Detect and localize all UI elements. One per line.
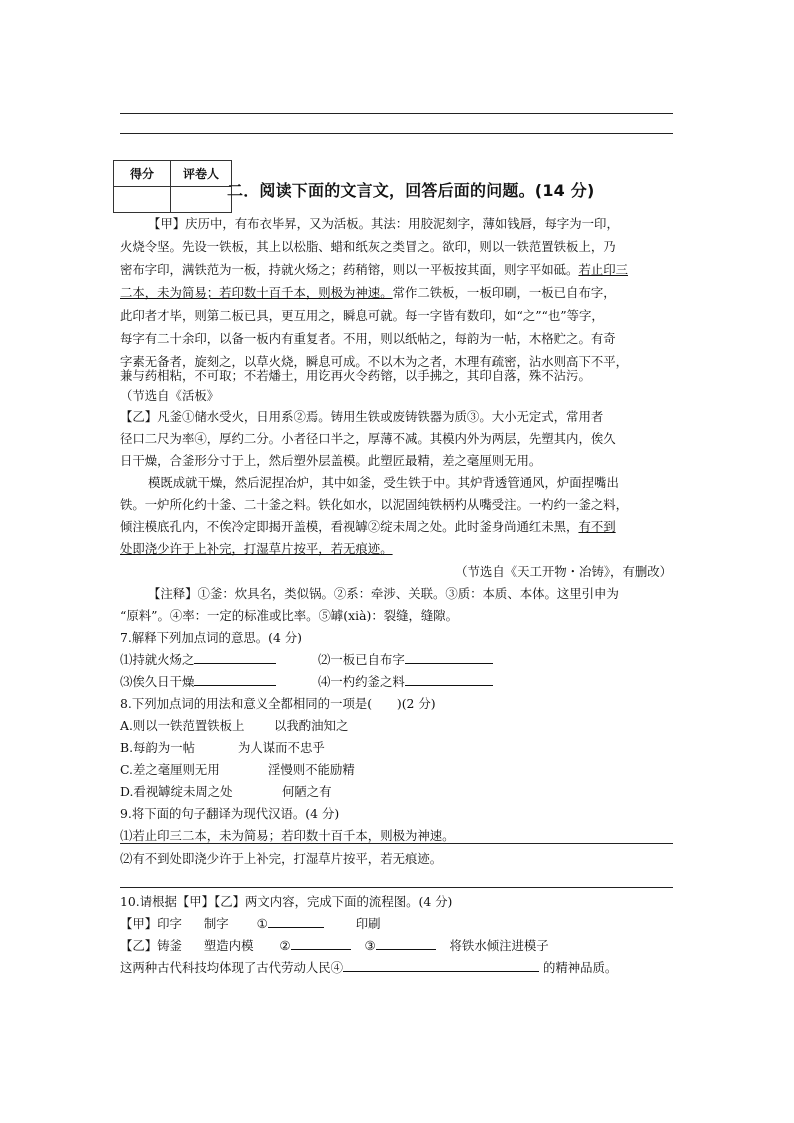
passage-yi-line: 【乙】凡釜①储水受火，日用系②焉。铸用生铁或废铸铁器为质③。大小无定式，常用者 bbox=[120, 409, 604, 424]
q8-option-c[interactable]: C.差之毫厘则无用 bbox=[120, 762, 220, 777]
section-title: 二．阅读下面的文言文，回答后面的问题。(14 分) bbox=[227, 181, 595, 200]
q7-item-b bbox=[318, 651, 493, 669]
passage-jia-line: 【甲】庆历中，有布衣毕昇，又为活板。其法：用胶泥刻字，薄如钱唇，每字为一印， bbox=[148, 216, 619, 231]
q9-answer-line-2[interactable] bbox=[120, 887, 673, 888]
flow-jia-blank-marker: ① bbox=[256, 916, 268, 931]
passage-jia-line: 字素无备者，旋刻之，以草火烧，瞬息可成。不以木为之者，木理有疏密，沾水则高下不平， bbox=[120, 354, 629, 369]
q8-option-a-compare: 以我酌油知之 bbox=[274, 718, 349, 733]
q7-answer-d[interactable] bbox=[405, 673, 493, 686]
q7-answer-b[interactable] bbox=[405, 651, 493, 664]
q7-answer-c[interactable] bbox=[194, 673, 276, 686]
q7-item-d-label: ⑷一杓约釜之料 bbox=[318, 674, 405, 689]
flow-jia-step-2: 制字 bbox=[203, 916, 229, 931]
passage-yi-source: （节选自《天工开物・冶铸》，有删改） bbox=[455, 564, 672, 579]
q7-answer-a[interactable] bbox=[194, 651, 276, 664]
q10-flow-jia bbox=[120, 915, 380, 933]
flow-yi-step-1: 【乙】铸釜 bbox=[120, 938, 182, 953]
flow-yi-blank-3[interactable] bbox=[376, 937, 436, 950]
flow-yi-blank-marker-3: ③ bbox=[364, 938, 376, 953]
q8-option-a[interactable]: A.则以一铁范置铁板上 bbox=[120, 718, 245, 733]
passage-jia-source: （节选自《活板》 bbox=[120, 388, 220, 403]
passage-yi-line bbox=[120, 518, 616, 536]
q8-option-b-compare: 为人谋而不忠乎 bbox=[238, 740, 325, 755]
q9-stem: 9.将下面的句子翻译为现代汉语。(4 分) bbox=[120, 806, 340, 821]
q8-option-b[interactable]: B.每韵为一帖 bbox=[120, 740, 195, 755]
q7-stem: 7.解释下列加点词的意思。(4 分) bbox=[120, 630, 302, 645]
translation-target-sentence: 有不到 bbox=[578, 519, 616, 534]
passage-yi-line bbox=[120, 540, 393, 558]
q9-answer-line-1[interactable] bbox=[120, 843, 673, 844]
q9-sentence-2: ⑵有不到处即浇少许于上补完，打湿草片按平，若无痕迹。 bbox=[120, 851, 443, 866]
passage-yi-line: 铁。一炉所化约十釜、二十釜之料。铁化如水，以泥固纯铁柄杓从嘴受注。一杓约一釜之料， bbox=[120, 497, 629, 512]
q7-item-c bbox=[120, 673, 276, 691]
passage-yi-text: 倾注模底孔内，不俟冷定即揭开盖模，看视罅②绽未周之处。此时釜身尚通红未黑， bbox=[120, 519, 579, 534]
translation-target-sentence: 若止印三 bbox=[578, 262, 629, 277]
grader-cell[interactable] bbox=[171, 187, 232, 213]
grader-label: 评卷人 bbox=[171, 161, 232, 187]
q10-conclusion-text: 这两种古代科技均体现了古代劳动人民④ bbox=[120, 960, 344, 975]
passage-jia-text: 常作二铁板，一板印刷，一板已自布字， bbox=[392, 285, 616, 300]
q10-answer-4[interactable] bbox=[343, 959, 539, 972]
notes-line: “原料”。④率：一定的标准或比率。⑤罅(xià)：裂缝，缝隙。 bbox=[120, 608, 459, 623]
q8-stem: 8.下列加点词的用法和意义全都相同的一项是( )(2 分) bbox=[120, 696, 436, 711]
q10-conclusion-end: 的精神品质。 bbox=[542, 960, 618, 975]
flow-jia-blank-1[interactable] bbox=[268, 915, 324, 928]
q7-item-d bbox=[318, 673, 493, 691]
q10-flow-yi bbox=[120, 937, 549, 955]
passage-jia-line: 每字有二十余印，以备一板内有重复者。不用，则以纸帖之，每韵为一帖，木格贮之。有奇 bbox=[120, 331, 616, 346]
translation-target-sentence: 处即浇少许于上补完，打湿草片按平，若无痕迹。 bbox=[120, 541, 393, 556]
q10-stem: 10.请根据【甲】【乙】两文内容，完成下面的流程图。(4 分) bbox=[120, 894, 453, 909]
passage-yi-line: 日干燥，合釜形分寸于上，然后塑外层盖模。此塑匠最精，差之毫厘则无用。 bbox=[120, 453, 542, 468]
header-rule-bottom bbox=[120, 133, 673, 134]
flow-yi-step-5: 将铁水倾注进模子 bbox=[449, 938, 549, 953]
flow-yi-step-2: 塑造内模 bbox=[203, 938, 254, 953]
passage-yi-line: 模既成就干燥，然后泥捏冶炉，其中如釜，受生铁于中。其炉背透管通风，炉面捏嘴出 bbox=[148, 475, 619, 490]
q7-item-b-label: ⑵一板已自布字 bbox=[318, 652, 405, 667]
passage-jia-line bbox=[120, 261, 628, 279]
passage-jia-line bbox=[120, 284, 616, 302]
passage-jia-line: 火烧令坚。先设一铁板，其上以松脂、蜡和纸灰之类冒之。欲印，则以一铁范置铁板上，乃 bbox=[120, 239, 616, 254]
q8-option-d[interactable]: D.看视罅绽未周之处 bbox=[120, 784, 233, 799]
q8-option-d-compare: 何陋之有 bbox=[282, 784, 332, 799]
passage-yi-line: 径口二尺为率④，厚约二分。小者径口半之，厚薄不减。其模内外为两层，先塑其内，俟久 bbox=[120, 431, 616, 446]
flow-jia-step-1: 【甲】印字 bbox=[120, 916, 182, 931]
flow-jia-step-4: 印刷 bbox=[355, 916, 381, 931]
q8-option-c-compare: 淫慢则不能励精 bbox=[268, 762, 355, 777]
score-table bbox=[113, 160, 232, 213]
q9-sentence-1: ⑴若止印三二本，未为简易；若印数十百千本，则极为神速。 bbox=[120, 828, 455, 843]
passage-jia-line: 此印者才毕，则第二板已具，更互用之，瞬息可就。每一字皆有数印，如“之”“也”等字， bbox=[120, 308, 604, 323]
score-label: 得分 bbox=[114, 161, 171, 187]
score-cell[interactable] bbox=[114, 187, 171, 213]
flow-yi-blank-2[interactable] bbox=[291, 937, 351, 950]
q7-item-c-label: ⑶俟久日干燥 bbox=[120, 674, 195, 689]
flow-yi-blank-marker-2: ② bbox=[279, 938, 291, 953]
passage-jia-text: 密布字印，满铁范为一板，持就火炀之；药稍镕，则以一平板按其面，则字平如砥。 bbox=[120, 262, 579, 277]
header-rule-top bbox=[120, 113, 673, 114]
passage-jia-line: 兼与药相粘，不可取；不若燔土，用讫再火令药镕，以手拂之，其印自落，殊不沾污。 bbox=[120, 368, 591, 383]
q7-item-a bbox=[120, 651, 276, 669]
q7-item-a-label: ⑴持就火炀之 bbox=[120, 652, 195, 667]
q10-conclusion bbox=[120, 959, 617, 977]
translation-target-sentence: 二本，未为简易；若印数十百千本，则极为神速。 bbox=[120, 285, 393, 300]
notes-line: 【注释】①釜：炊具名，类似锅。②系：牵涉、关联。③质：本质、本体。这里引申为 bbox=[148, 586, 619, 601]
